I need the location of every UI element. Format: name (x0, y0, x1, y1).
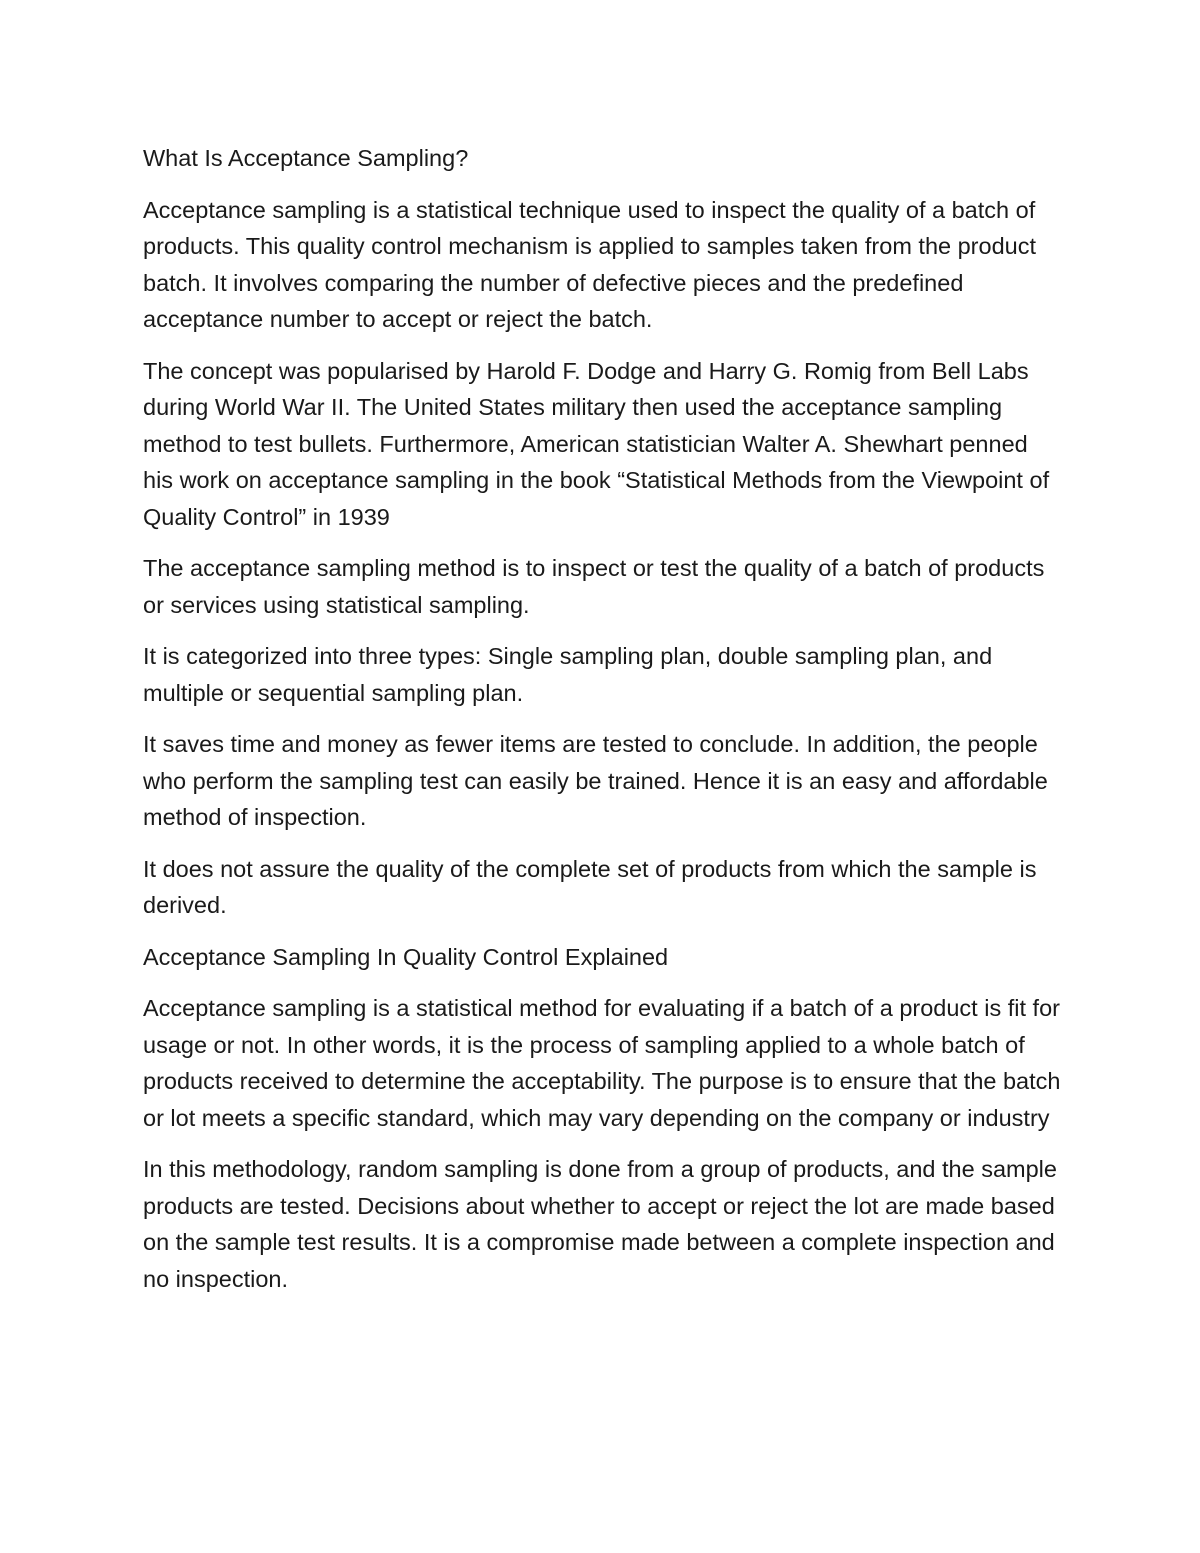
paragraph-evaluation: Acceptance sampling is a statistical method for evaluating if a batch of a product is fit for usage or not. In other words, it is the process of sampling applied to a whole batch of products received to determine the acceptability. The purpose is to ensure that the batch or lot meets a specific standard, which may vary depending on the company or industry (143, 995, 1061, 1131)
paragraph-advantages: It saves time and money as fewer items are tested to conclude. In addition, the people who perform the sampling test can easily be trained. Hence it is an easy and affordable method of inspection. (143, 731, 1048, 830)
section-heading-explained: Acceptance Sampling In Quality Control Explained (143, 943, 669, 970)
paragraph-definition: Acceptance sampling is a statistical technique used to inspect the quality of a batch of products. This quality control mechanism is applied to samples taken from the product batch. It involves comparing the number of defective pieces and the predefined acceptance number to accept or reject the batch. (143, 196, 1036, 332)
paragraph-types: It is categorized into three types: Single sampling plan, double sampling plan, and multiple or sequential sampling plan. (143, 643, 993, 706)
document-body (143, 140, 1063, 1312)
paragraph-methodology: In this methodology, random sampling is done from a group of products, and the sample products are tested. Decisions about whether to accept or reject the lot are made based on the sample test results. It is a compromise made between a complete inspection and no inspection. (143, 1156, 1057, 1292)
section-heading-what-is: What Is Acceptance Sampling? (143, 145, 469, 171)
paragraph-method: The acceptance sampling method is to inspect or test the quality of a batch of products or services using statistical sampling. (143, 555, 1045, 618)
paragraph-limitation: It does not assure the quality of the complete set of products from which the sample is derived. (143, 855, 1037, 918)
paragraph-history: The concept was popularised by Harold F. Dodge and Harry G. Romig from Bell Labs during World War II. The United States military then used the acceptance sampling method to test bullets. Furthermore, American statistician Walter A. Shewhart penned his work on acceptance sampling in the book “Statistical Methods from the Viewpoint of Quality Control” in 1939 (143, 357, 1050, 530)
